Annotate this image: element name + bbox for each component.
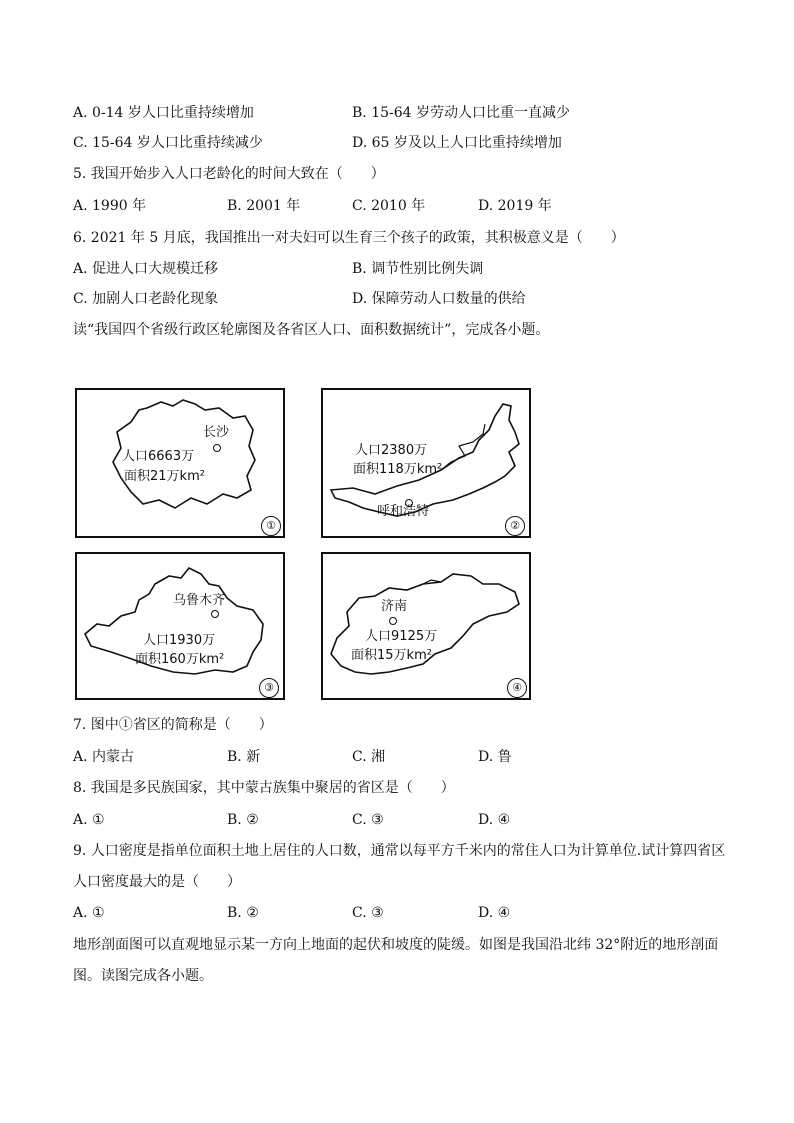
map-panel-1 bbox=[75, 388, 285, 538]
q7-option-b: B. 新 bbox=[227, 749, 261, 765]
q4-option-c: C. 15-64 岁人口比重持续减少 bbox=[73, 135, 263, 151]
city-label-4: 济南 bbox=[381, 599, 408, 614]
q8-option-d: D. ④ bbox=[478, 812, 511, 828]
city-marker-4 bbox=[389, 617, 397, 625]
q8-option-c: C. ③ bbox=[352, 812, 384, 828]
q6-stem: 6. 2021 年 5 月底，我国推出一对夫妇可以生育三个孩子的政策，其积极意义是（ ） bbox=[73, 230, 625, 246]
q6-option-b: B. 调节性别比例失调 bbox=[352, 261, 484, 277]
city-marker-1 bbox=[213, 444, 221, 452]
area-label-2: 面积118万km² bbox=[353, 462, 443, 477]
map-panel-4 bbox=[321, 552, 531, 700]
maps-intro: 读“我国四个省级行政区轮廓图及各省区人口、面积数据统计”，完成各小题。 bbox=[73, 322, 550, 338]
city-label-1: 长沙 bbox=[203, 425, 230, 440]
map-number-2: ② bbox=[505, 516, 525, 536]
map-number-3: ③ bbox=[259, 678, 279, 698]
q7-stem: 7. 图中①省区的简称是（ ） bbox=[73, 717, 273, 733]
q7-option-c: C. 湘 bbox=[352, 749, 386, 765]
area-label-3: 面积160万km² bbox=[135, 652, 225, 667]
q4-option-d: D. 65 岁及以上人口比重持续增加 bbox=[352, 135, 562, 151]
q5-option-b: B. 2001 年 bbox=[227, 198, 301, 214]
q5-option-d: D. 2019 年 bbox=[478, 198, 552, 214]
q9-option-d: D. ④ bbox=[478, 905, 511, 921]
q9-option-c: C. ③ bbox=[352, 905, 384, 921]
area-label-1: 面积21万km² bbox=[124, 469, 205, 484]
map-panel-3 bbox=[75, 552, 285, 700]
profile-intro-line2: 图。读图完成各小题。 bbox=[73, 968, 213, 984]
q5-stem: 5. 我国开始步入人口老龄化的时间大致在（ ） bbox=[73, 166, 385, 182]
q9-stem-line1: 9. 人口密度是指单位面积土地上居住的人口数，通常以每平方千米内的常住人口为计算单位.试计算四省区 bbox=[73, 843, 726, 859]
q9-option-a: A. ① bbox=[73, 905, 105, 921]
province-outline-3 bbox=[77, 554, 283, 698]
q9-option-b: B. ② bbox=[227, 905, 259, 921]
q8-stem: 8. 我国是多民族国家，其中蒙古族集中聚居的省区是（ ） bbox=[73, 780, 455, 796]
q4-option-a: A. 0-14 岁人口比重持续增加 bbox=[73, 105, 254, 121]
city-label-3: 乌鲁木齐 bbox=[173, 593, 226, 608]
q6-option-a: A. 促进人口大规模迁移 bbox=[73, 261, 219, 277]
population-label-2: 人口2380万 bbox=[355, 443, 428, 458]
map-number-4: ④ bbox=[507, 678, 527, 698]
q8-option-b: B. ② bbox=[227, 812, 259, 828]
q4-option-b: B. 15-64 岁劳动人口比重一直减少 bbox=[352, 105, 570, 121]
province-outline-4 bbox=[323, 554, 529, 698]
population-label-3: 人口1930万 bbox=[143, 633, 216, 648]
map-number-1: ① bbox=[261, 516, 281, 536]
q7-option-a: A. 内蒙古 bbox=[73, 749, 135, 765]
q7-option-d: D. 鲁 bbox=[478, 749, 512, 765]
city-label-2: 呼和浩特 bbox=[377, 504, 430, 519]
q5-option-c: C. 2010 年 bbox=[352, 198, 426, 214]
q5-option-a: A. 1990 年 bbox=[73, 198, 147, 214]
map-panel-2 bbox=[321, 388, 531, 538]
population-label-4: 人口9125万 bbox=[365, 629, 438, 644]
q6-option-c: C. 加剧人口老龄化现象 bbox=[73, 291, 219, 307]
q9-stem-line2: 人口密度最大的是（ ） bbox=[73, 874, 241, 890]
profile-intro-line1: 地形剖面图可以直观地显示某一方向上地面的起伏和坡度的陡缓。如图是我国沿北纬 32°附近的地形剖面 bbox=[73, 937, 719, 953]
q8-option-a: A. ① bbox=[73, 812, 105, 828]
q6-option-d: D. 保障劳动人口数量的供给 bbox=[352, 291, 526, 307]
city-marker-3 bbox=[211, 610, 219, 618]
population-label-1: 人口6663万 bbox=[122, 449, 195, 464]
area-label-4: 面积15万km² bbox=[351, 648, 432, 663]
